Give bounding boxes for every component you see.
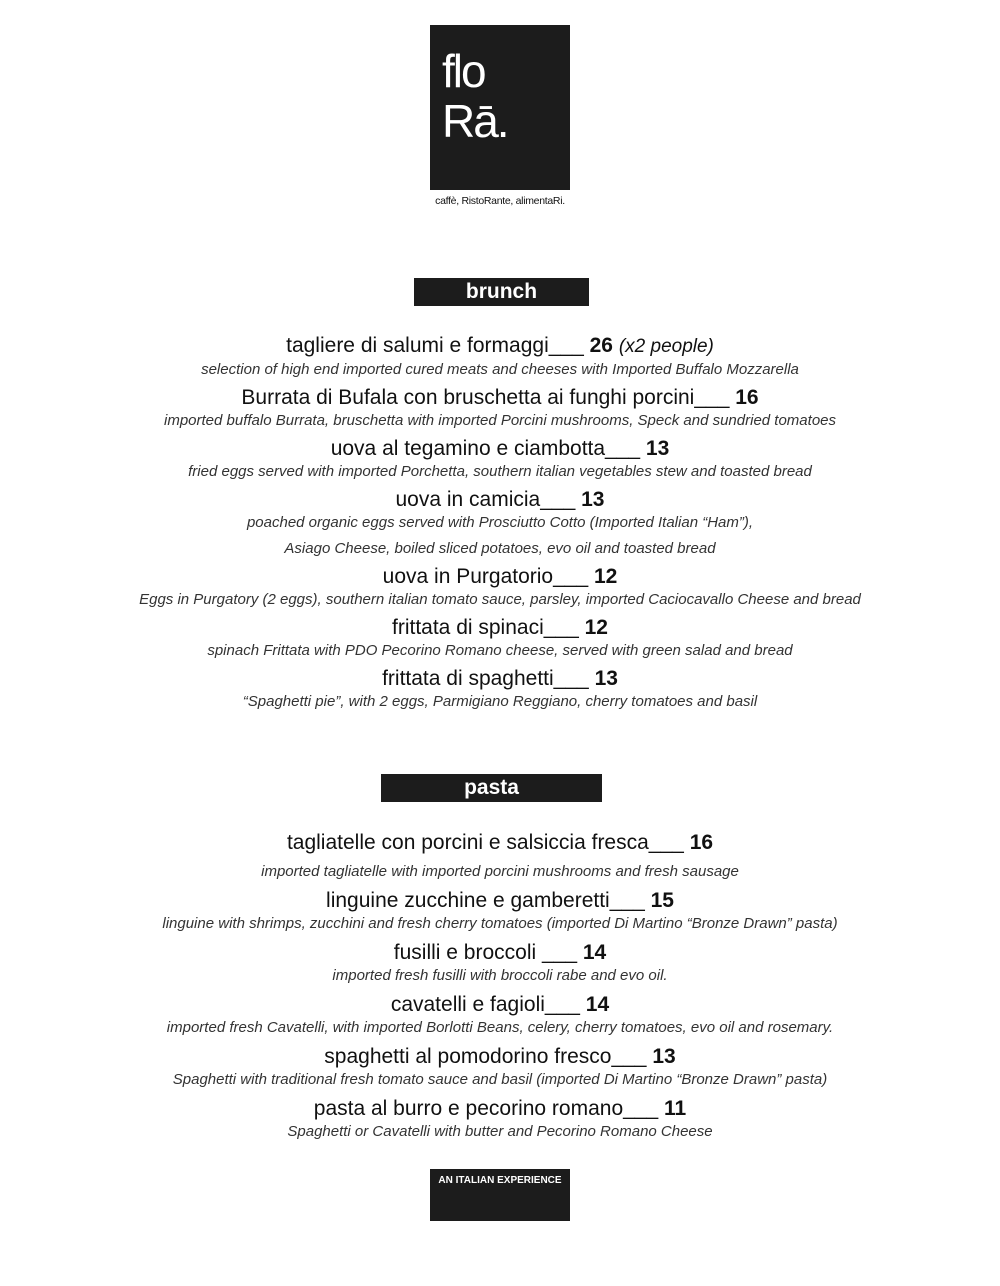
menu-item-price: 14	[582, 941, 607, 964]
menu-item-name: linguine zucchine e gamberetti___	[326, 889, 645, 912]
menu-item-price: 13	[581, 488, 605, 511]
menu-item	[0, 564, 1000, 610]
menu-item-name-line	[0, 436, 1000, 462]
menu-item-description: imported buffalo Burrata, bruschetta with imported Porcini mushrooms, Speck and sundried tomatoes	[164, 412, 836, 429]
logo-wordmark-line1: flo	[442, 45, 485, 97]
menu-item-name: pasta al burro e pecorino romano___	[313, 1097, 659, 1120]
menu-item	[0, 1096, 1000, 1142]
menu-item-price: 12	[584, 616, 608, 639]
menu-item-name-line	[0, 333, 1000, 360]
menu-item-name: uova in Purgatorio___	[382, 565, 589, 588]
footer-badge: AN ITALIAN EXPERIENCE	[430, 1169, 570, 1221]
menu-item	[0, 1044, 1000, 1090]
pasta-menu-list	[0, 830, 1000, 1148]
menu-item-description: spinach Frittata with PDO Pecorino Romano cheese, served with green salad and bread	[207, 642, 793, 659]
menu-item-name: frittata di spinaci___	[392, 616, 579, 639]
menu-item-name-line	[0, 1044, 1000, 1070]
menu-item-description: “Spaghetti pie”, with 2 eggs, Parmigiano Reggiano, cherry tomatoes and basil	[242, 693, 758, 710]
menu-item-price: 16	[689, 831, 714, 854]
menu-item-name-line	[0, 830, 1000, 856]
menu-item	[0, 992, 1000, 1038]
menu-item-name: tagliatelle con porcini e salsiccia fresca___	[286, 831, 684, 854]
menu-item-description: fried eggs served with imported Porchetta, southern italian vegetables stew and toasted bread	[188, 463, 812, 480]
menu-item-price: 15	[650, 889, 674, 912]
menu-item	[0, 333, 1000, 380]
menu-item-description: imported fresh Cavatelli, with imported Borlotti Beans, celery, cherry tomatoes, evo oil and rosemary.	[166, 1019, 834, 1036]
menu-item-name: cavatelli e fagioli___	[390, 993, 580, 1016]
menu-item-description: linguine with shrimps, zucchini and fresh cherry tomatoes (imported Di Martino “Bronze Drawn” pasta)	[162, 915, 838, 932]
menu-item-name-line	[0, 992, 1000, 1018]
logo-tagline: caffè, RistoRante, alimentaRi.	[435, 195, 565, 207]
menu-item-name: uova al tegamino e ciambotta___	[330, 437, 641, 460]
menu-item-name: Burrata di Bufala con bruschetta ai funghi porcini___	[241, 386, 730, 409]
menu-item-name-line	[0, 888, 1000, 914]
menu-item	[0, 830, 1000, 882]
menu-item-name: spaghetti al pomodorino fresco___	[324, 1045, 647, 1068]
menu-item	[0, 615, 1000, 661]
menu-item-price: 13	[645, 437, 670, 460]
menu-item-price: 14	[585, 993, 610, 1016]
menu-item-description: poached organic eggs served with Prosciutto Cotto (Imported Italian “Ham”),	[246, 514, 754, 531]
menu-item-name-line	[0, 615, 1000, 641]
menu-item-name-line	[0, 487, 1000, 513]
logo	[430, 25, 570, 190]
pasta-section-title: pasta	[381, 774, 602, 802]
menu-item-price: 16	[735, 386, 759, 409]
brunch-menu-list	[0, 333, 1000, 717]
flora-logo-mark	[430, 25, 570, 190]
menu-item-name: uova in camicia___	[395, 488, 576, 511]
menu-item	[0, 436, 1000, 482]
menu-item-description: selection of high end imported cured meats and cheeses with Imported Buffalo Mozzarella	[201, 361, 799, 378]
menu-item-price: 12	[593, 565, 618, 588]
menu-item-name: tagliere di salumi e formaggi___	[286, 334, 584, 357]
brunch-section-title: brunch	[414, 278, 589, 306]
menu-item-description: Spaghetti or Cavatelli with butter and Pecorino Romano Cheese	[287, 1123, 713, 1140]
menu-item-price: 11	[664, 1097, 687, 1120]
menu-item-name-line	[0, 666, 1000, 692]
menu-item-name: fusilli e broccoli ___	[393, 941, 578, 964]
menu-item	[0, 940, 1000, 986]
logo-wordmark-line2: Rā.	[442, 95, 508, 147]
menu-item	[0, 666, 1000, 712]
menu-item-name-line	[0, 1096, 1000, 1122]
menu-item	[0, 385, 1000, 431]
menu-item-note: (x2 people)	[618, 336, 714, 357]
menu-item-price: 13	[594, 667, 618, 690]
menu-item-price: 13	[652, 1045, 676, 1068]
menu-item-description-line2: Asiago Cheese, boiled sliced potatoes, evo oil and toasted bread	[284, 540, 716, 557]
menu-item-description: imported fresh fusilli with broccoli rabe and evo oil.	[332, 967, 668, 984]
menu-item-price: 26	[589, 334, 613, 357]
menu-item-description: imported tagliatelle with imported porcini mushrooms and fresh sausage	[261, 863, 739, 880]
menu-item-description: Eggs in Purgatory (2 eggs), southern italian tomato sauce, parsley, imported Caciocavallo Cheese and bread	[139, 591, 861, 608]
menu-item-name-line	[0, 940, 1000, 966]
menu-item	[0, 888, 1000, 934]
menu-item-name-line	[0, 564, 1000, 590]
menu-item	[0, 487, 1000, 559]
menu-item-description: Spaghetti with traditional fresh tomato sauce and basil (imported Di Martino “Bronze Drawn” pasta)	[172, 1071, 828, 1088]
menu-item-name: frittata di spaghetti___	[382, 667, 589, 690]
menu-item-name-line	[0, 385, 1000, 411]
